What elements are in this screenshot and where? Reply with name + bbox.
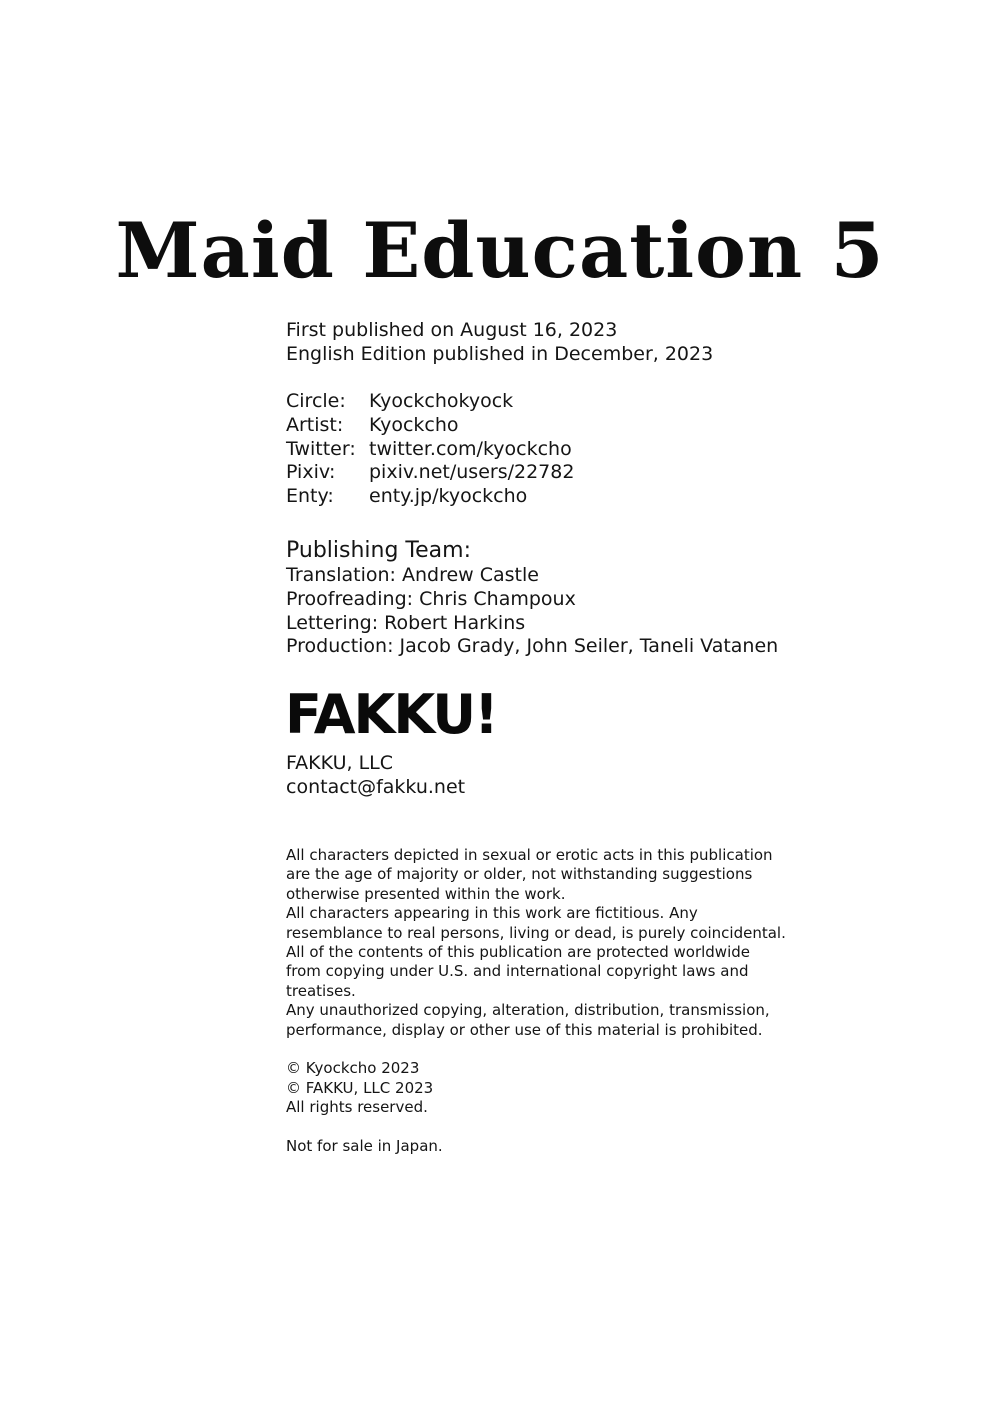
creator-key: Twitter: [286, 437, 356, 460]
creator-value: Kyockchokyock [369, 390, 514, 412]
region-notice: Not for sale in Japan. [286, 1137, 443, 1156]
team-production: Production: Jacob Grady, John Seiler, Taneli Vatanen [286, 635, 779, 658]
legal-line: All characters appearing in this work are fictitious. Any [286, 904, 698, 923]
creator-value: Kyockcho [369, 413, 459, 436]
legal-notice [286, 846, 786, 1156]
copyright-line: All rights reserved. [286, 1098, 428, 1117]
creator-row-twitter [286, 438, 806, 462]
copyright-line: © Kyockcho 2023 [286, 1059, 420, 1078]
creator-value: twitter.com/kyockcho [369, 437, 572, 460]
legal-line: performance, display or other use of this material is prohibited. [286, 1020, 763, 1039]
creator-row-pixiv [286, 461, 806, 485]
creator-row-circle [286, 390, 806, 414]
creator-key: Artist: [286, 413, 344, 436]
legal-line: treatises. [286, 981, 356, 1000]
english-edition-line: English Edition published in December, 2023 [286, 342, 714, 365]
team-heading: Publishing Team: [286, 538, 471, 563]
legal-line: resemblance to real persons, living or dead, is purely coincidental. [286, 923, 786, 942]
creator-row-enty [286, 485, 806, 509]
publisher-logo [285, 684, 497, 746]
creator-key: Pixiv: [286, 461, 336, 484]
legal-line: are the age of majority or older, not withstanding suggestions [286, 865, 753, 884]
creator-value: pixiv.net/users/22782 [369, 461, 575, 484]
legal-line: Any unauthorized copying, alteration, distribution, transmission, [286, 1001, 770, 1020]
spacer [286, 1118, 766, 1137]
company-email: contact@fakku.net [286, 775, 466, 798]
publishing-team [286, 537, 806, 659]
copyright-line: © FAKKU, LLC 2023 [286, 1078, 434, 1097]
first-published-line: First published on August 16, 2023 [286, 319, 618, 341]
legal-line: All characters depicted in sexual or erotic acts in this publication [286, 846, 773, 864]
creator-value: enty.jp/kyockcho [369, 485, 528, 508]
book-title: Maid Education 5 [115, 206, 885, 295]
team-lettering: Lettering: Robert Harkins [286, 611, 526, 634]
logo-text: FAKKU! [285, 683, 497, 746]
team-proofreading: Proofreading: Chris Champoux [286, 587, 576, 610]
legal-line: All of the contents of this publication are protected worldwide [286, 943, 750, 962]
legal-line: from copying under U.S. and international copyright laws and [286, 962, 749, 981]
creator-key: Enty: [286, 485, 334, 508]
company-info [286, 752, 806, 800]
creator-key: Circle: [286, 390, 346, 412]
team-translation: Translation: Andrew Castle [286, 564, 539, 586]
creator-info [286, 390, 806, 509]
company-name: FAKKU, LLC [286, 752, 394, 774]
creator-row-artist [286, 414, 806, 438]
spacer [286, 1040, 766, 1059]
legal-line: otherwise presented within the work. [286, 884, 566, 903]
publication-info [286, 319, 806, 367]
